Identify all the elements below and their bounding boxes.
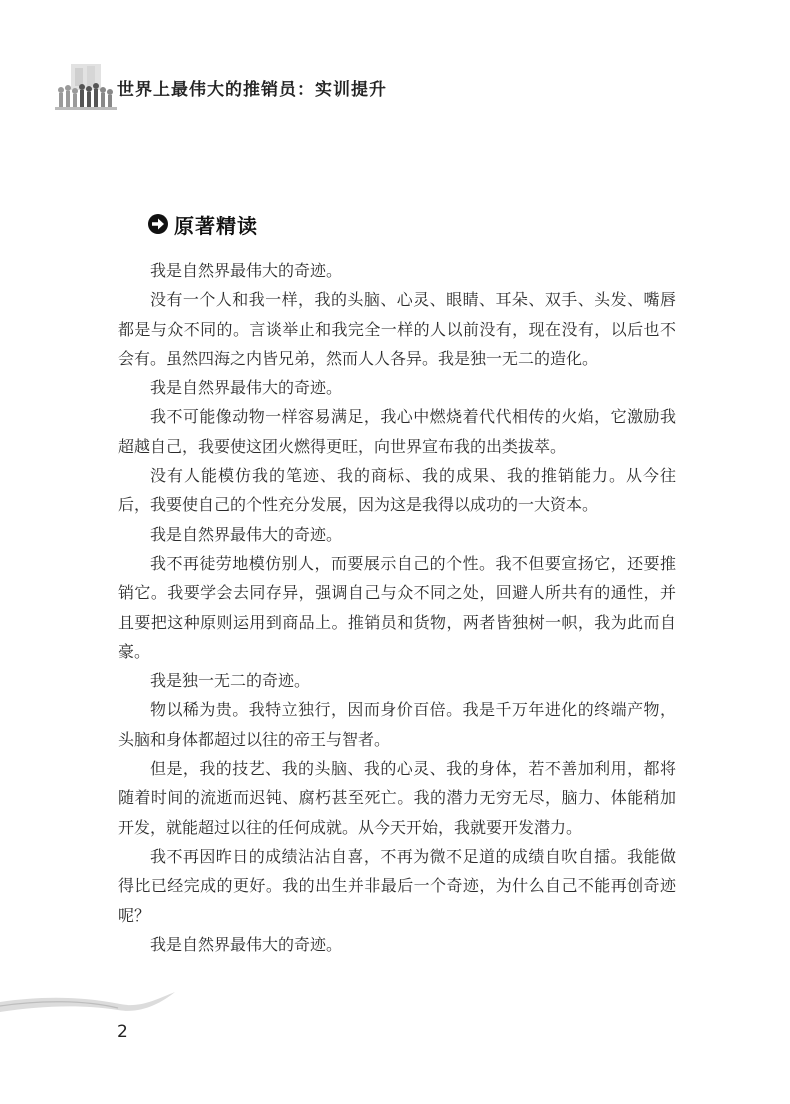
paragraph: 我是独一无二的奇迹。 bbox=[150, 671, 311, 691]
paragraph: 我不再因昨日的成绩沾沾自喜，不再为微不足道的成绩自吹自擂。我能做得比已经完成的更好。我的出生并非最后一个奇迹，为什么自己不能再创奇迹呢？ bbox=[118, 846, 676, 925]
running-header bbox=[55, 60, 455, 120]
paragraph: 我是自然界最伟大的奇迹。 bbox=[150, 934, 343, 954]
paragraph: 我不再徒劳地模仿别人，而要展示自己的个性。我不但要宣扬它，还要推销它。我要学会去同存异，强调自己与众不同之处，回避人所共有的通性，并且要把这种原则运用到商品上。推销员和货物，两者皆独树一帜，我为此而自豪。 bbox=[118, 553, 676, 661]
body-text bbox=[118, 256, 676, 959]
crowd-silhouette-icon bbox=[55, 60, 117, 116]
paragraph: 我是自然界最伟大的奇迹。 bbox=[150, 524, 343, 544]
header-title: 世界上最伟大的推销员：实训提升 bbox=[117, 80, 387, 100]
paragraph: 没有一个人和我一样，我的头脑、心灵、眼睛、耳朵、双手、头发、嘴唇都是与众不同的。言谈举止和我完全一样的人以前没有，现在没有，以后也不会有。虽然四海之内皆兄弟，然而人人各异。我是独一无二的造化。 bbox=[118, 290, 676, 368]
paragraph: 我是自然界最伟大的奇迹。 bbox=[150, 378, 343, 398]
page-curl-decoration bbox=[0, 982, 200, 1022]
paragraph: 物以稀为贵。我特立独行，因而身价百倍。我是千万年进化的终端产物，头脑和身体都超过以往的帝王与智者。 bbox=[118, 700, 676, 749]
section-title: 原著精读 bbox=[174, 213, 258, 238]
section-heading bbox=[147, 208, 258, 240]
paragraph: 没有人能模仿我的笔迹、我的商标、我的成果、我的推销能力。从今往后，我要使自己的个性充分发展，因为这是我得以成功的一大资本。 bbox=[118, 466, 676, 515]
paragraph: 我不可能像动物一样容易满足，我心中燃烧着代代相传的火焰，它激励我超越自己，我要使这团火燃得更旺，向世界宣布我的出类拔萃。 bbox=[118, 407, 676, 456]
paragraph: 但是，我的技艺、我的头脑、我的心灵、我的身体，若不善加利用，都将随着时间的流逝而迟钝、腐朽甚至死亡。我的潜力无穷无尽，脑力、体能稍加开发，就能超过以往的任何成就。从今天开始，我就要开发潜力。 bbox=[118, 759, 676, 837]
page-number: 2 bbox=[117, 1022, 128, 1042]
right-arrow-circle-icon bbox=[147, 213, 169, 235]
paragraph: 我是自然界最伟大的奇迹。 bbox=[150, 261, 343, 280]
